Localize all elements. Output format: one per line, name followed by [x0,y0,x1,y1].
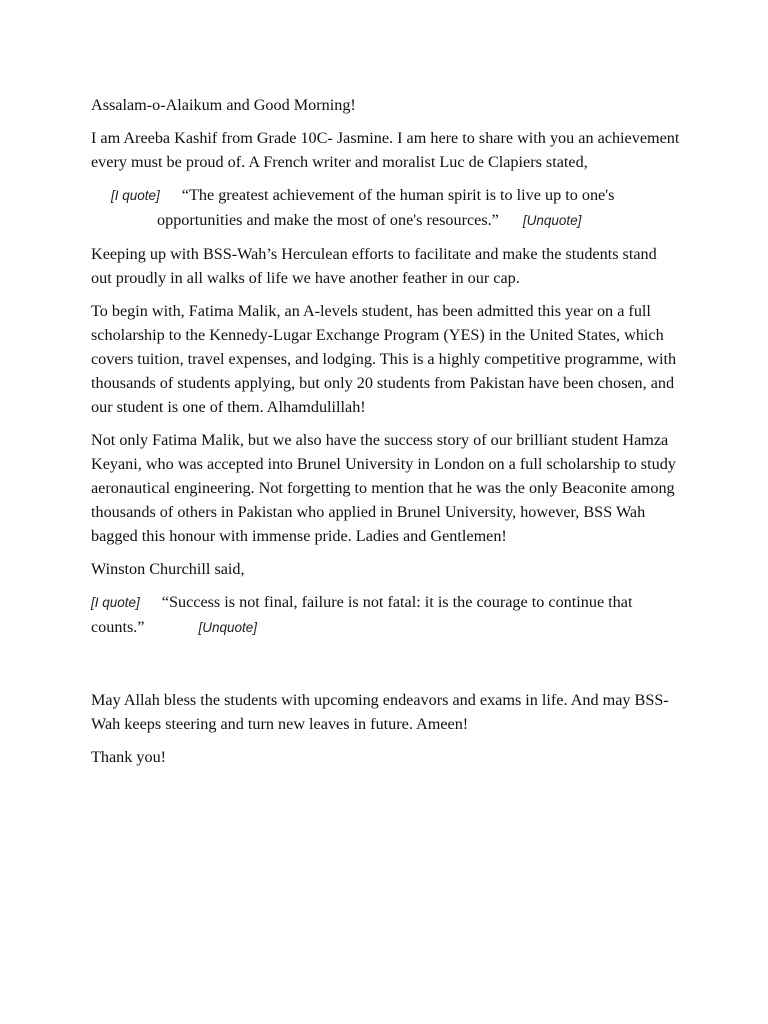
quote-text: “Success is not final, failure is not fatal: it is the courage to continue that counts.” [91,593,633,636]
quote-open-tag: [I quote] [111,188,160,203]
greeting: Assalam-o-Alaikum and Good Morning! [91,96,356,114]
quote-block-2 [91,590,681,640]
blessing-paragraph: May Allah bless the students with upcoming endeavors and exams in life. And may BSS-Wah keeps steering and turn new leaves in future. Ameen! [91,691,669,733]
quote-close-tag: [Unquote] [198,620,258,635]
quote-text: “The greatest achievement of the human spirit is to live up to one's opportunities and make the most of one's resources.” [157,186,615,229]
closing-line: Thank you! [91,748,167,766]
hamza-paragraph: Not only Fatima Malik, but we also have the success story of our brilliant student Hamza Keyani, who was accepted into Brunel University in London on a full scholarship to study aeronautical engineering. Not forgetting to mention that he was the only Beaconite among thousands of others in Pakistan who applied in Brunel University, however, BSS Wah bagged this honour with immense pride. Ladies and Gentlemen! [91,431,676,545]
fatima-paragraph: To begin with, Fatima Malik, an A-levels student, has been admitted this year on a full scholarship to the Kennedy-Lugar Exchange Program (YES) in the United States, which covers tuition, travel expenses, and lodging. This is a highly competitive programme, with thousands of students applying, but only 20 students from Pakistan have been chosen, and our student is one of them. Alhamdulillah! [91,302,677,416]
intro-paragraph: I am Areeba Kashif from Grade 10C- Jasmine. I am here to share with you an achievement every must be proud of. A French writer and moralist Luc de Clapiers stated, [91,129,680,171]
herculean-paragraph: Keeping up with BSS-Wah’s Herculean efforts to facilitate and make the students stand out proudly in all walks of life we have another feather in our cap. [91,245,657,287]
quote-close-tag: [Unquote] [522,213,582,228]
speech-document [91,93,681,769]
quote-open-tag: [I quote] [91,595,140,610]
churchill-intro: Winston Churchill said, [91,560,245,578]
quote-block-1 [91,183,681,233]
